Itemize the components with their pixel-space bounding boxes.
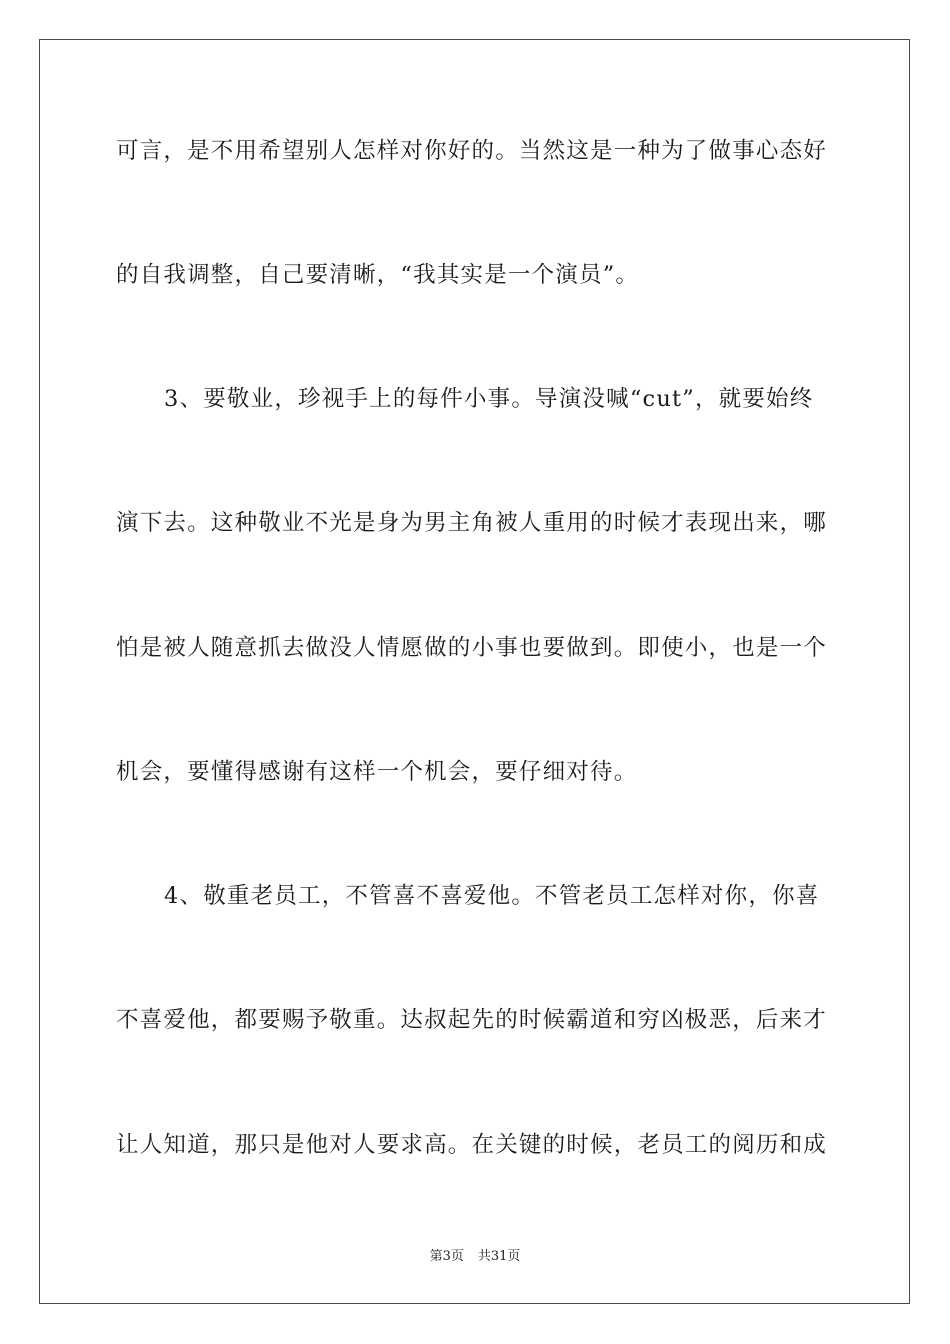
text-line: 可言，是不用希望别人怎样对你好的。当然这是一种为了做事心态好 <box>116 138 828 164</box>
page-border <box>39 39 910 1304</box>
text-line: 机会，要懂得感谢有这样一个机会，要仔细对待。 <box>116 759 638 785</box>
text-line: 演下去。这种敬业不光是身为男主角被人重用的时候才表现出来，哪 <box>116 510 828 536</box>
text-line: 怕是被人随意抓去做没人情愿做的小事也要做到。即使小，也是一个 <box>116 635 828 661</box>
page-number: 第3页 <box>429 1249 464 1264</box>
paragraph-start-line: 4、敬重老员工，不管喜不喜爱他。不管老员工怎样对你，你喜 <box>164 883 820 909</box>
page-total: 共31页 <box>477 1249 521 1264</box>
paragraph-start-line: 3、要敬业，珍视手上的每件小事。导演没喊“cut”，就要始终 <box>164 386 814 412</box>
text-line: 让人知道，那只是他对人要求高。在关键的时候，老员工的阅历和成 <box>116 1132 828 1158</box>
text-line: 不喜爱他，都要赐予敬重。达叔起先的时候霸道和穷凶极恶，后来才 <box>116 1007 828 1033</box>
text-line: 的自我调整，自己要清晰，“我其实是一个演员”。 <box>116 262 640 288</box>
page-footer <box>0 1248 950 1266</box>
